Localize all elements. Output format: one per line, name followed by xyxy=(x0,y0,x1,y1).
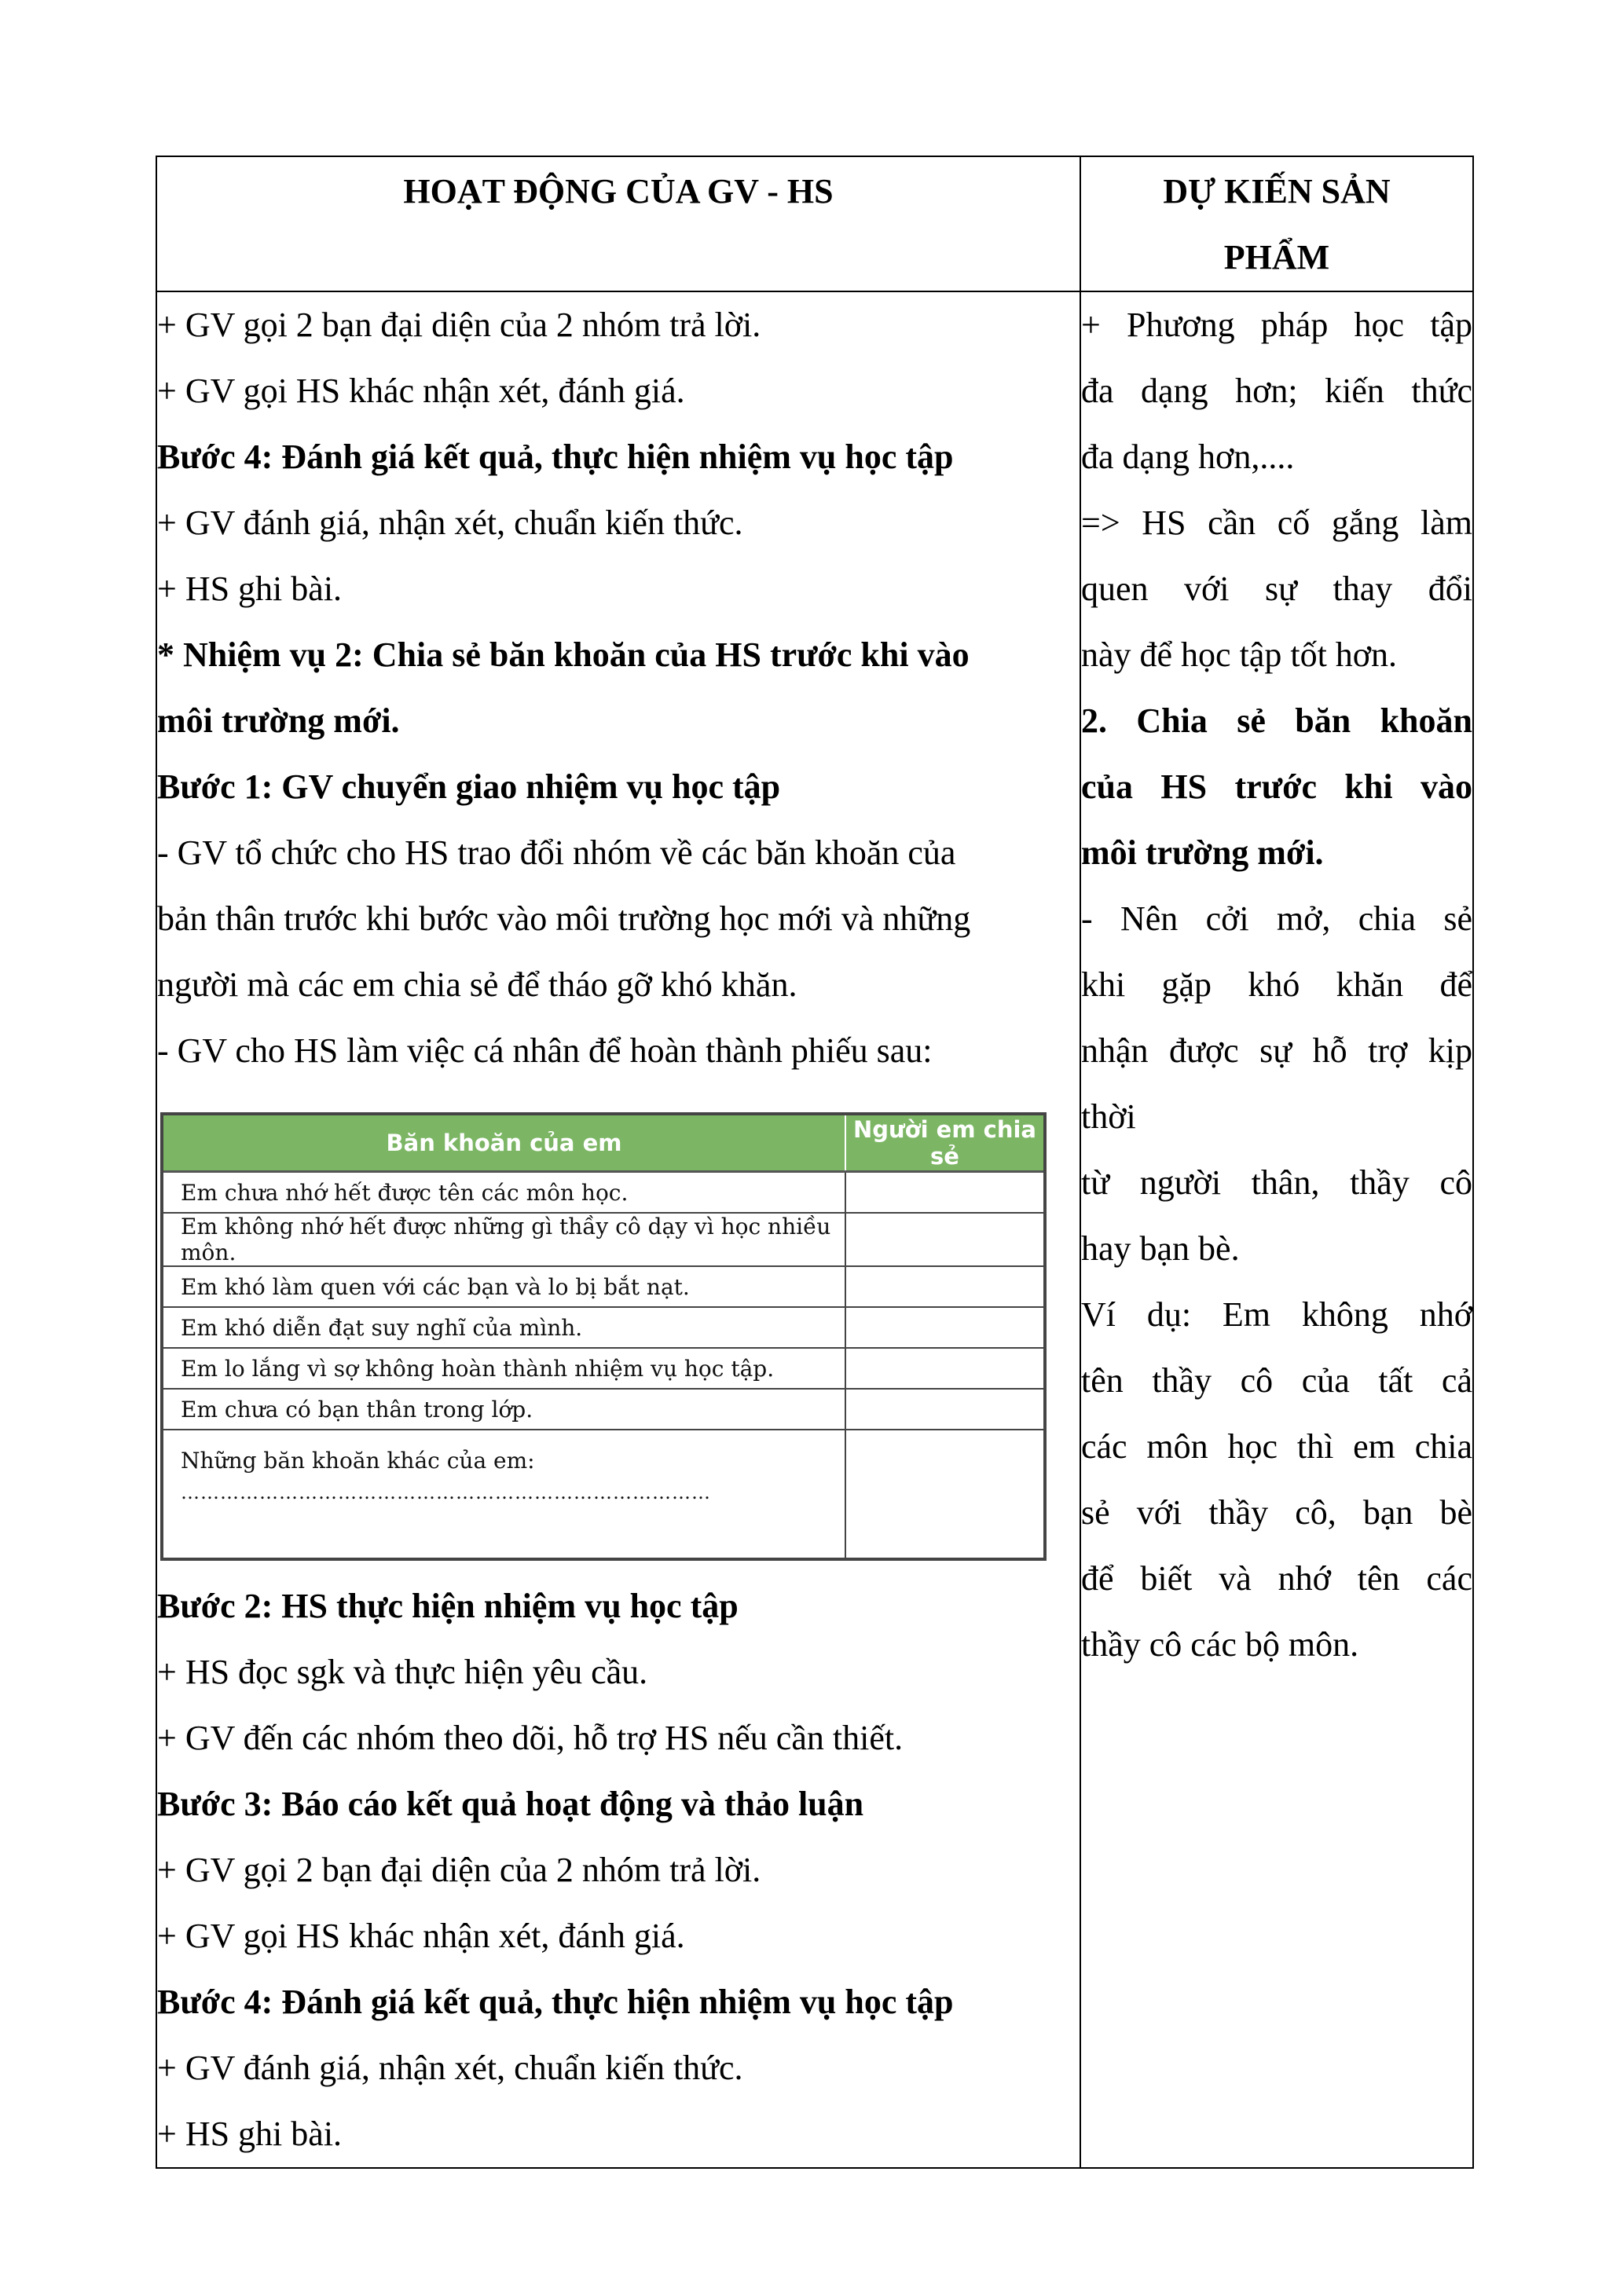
worksheet-person-cell[interactable] xyxy=(845,1266,1045,1307)
worksheet-other-label: Những băn khoăn khác của em: xyxy=(181,1448,535,1474)
activity-line: + HS đọc sgk và thực hiện yêu cầu. xyxy=(157,1653,648,1691)
worksheet-header-row xyxy=(162,1114,1045,1172)
worksheet-row-other xyxy=(162,1430,1045,1559)
product-line: quen với sự thay đổi xyxy=(1081,569,1472,608)
activity-line: + GV gọi HS khác nhận xét, đánh giá. xyxy=(157,372,685,410)
worksheet-person-cell[interactable] xyxy=(845,1307,1045,1348)
worksheet-other-cell xyxy=(162,1430,845,1559)
header-activities-label: HOẠT ĐỘNG CỦA GV - HS xyxy=(403,172,834,211)
activity-line: Bước 2: HS thực hiện nhiệm vụ học tập xyxy=(157,1587,739,1625)
lesson-plan-table xyxy=(156,156,1474,2169)
product-line: hay bạn bè. xyxy=(1081,1229,1240,1268)
activity-line: * Nhiệm vụ 2: Chia sẻ băn khoăn của HS trước khi vào xyxy=(157,635,970,674)
product-line: này để học tập tốt hơn. xyxy=(1081,635,1398,674)
activity-line: Bước 3: Báo cáo kết quả hoạt động và thảo luận xyxy=(157,1785,864,1823)
activity-line: + GV đánh giá, nhận xét, chuẩn kiến thức. xyxy=(157,504,743,542)
activity-line: người mà các em chia sẻ để tháo gỡ khó khăn. xyxy=(157,965,797,1004)
product-line: từ người thân, thầy cô xyxy=(1081,1163,1472,1202)
product-line: thầy cô các bộ môn. xyxy=(1081,1625,1359,1664)
product-line: đa dạng hơn,.... xyxy=(1081,438,1295,476)
product-line: khi gặp khó khăn để xyxy=(1081,965,1472,1004)
worksheet-row xyxy=(162,1348,1045,1389)
expected-product-cell xyxy=(1080,291,1473,2168)
worksheet-concern-cell: Em lo lắng vì sợ không hoàn thành nhiệm vụ học tập. xyxy=(162,1348,845,1389)
worksheet-row xyxy=(162,1266,1045,1307)
worksheet-concern-cell: Em khó làm quen với các bạn và lo bị bắt nạt. xyxy=(162,1266,845,1307)
table-content-row xyxy=(156,291,1473,2168)
header-expected-product xyxy=(1080,156,1473,291)
worksheet-table xyxy=(160,1112,1047,1561)
table-header-row xyxy=(156,156,1473,291)
product-line: 2. Chia sẻ băn khoăn xyxy=(1081,701,1472,740)
product-line: môi trường mới. xyxy=(1081,833,1324,872)
activity-line: + GV gọi 2 bạn đại diện của 2 nhóm trả lời. xyxy=(157,306,761,344)
product-line: để biết và nhớ tên các xyxy=(1081,1559,1472,1598)
activity-line: + GV gọi 2 bạn đại diện của 2 nhóm trả lời. xyxy=(157,1851,761,1889)
worksheet-row xyxy=(162,1307,1045,1348)
expected-product-text xyxy=(1081,292,1472,1678)
activity-line: + GV đánh giá, nhận xét, chuẩn kiến thức. xyxy=(157,2049,743,2087)
product-line: các môn học thì em chia xyxy=(1081,1427,1472,1466)
product-line: của HS trước khi vào xyxy=(1081,767,1472,806)
product-line: tên thầy cô của tất cả xyxy=(1081,1361,1472,1400)
product-line: nhận được sự hỗ trợ kịp xyxy=(1081,1031,1472,1070)
worksheet-other-dots: ……………………………………………………………………… xyxy=(181,1481,711,1503)
activity-line: Bước 1: GV chuyển giao nhiệm vụ học tập xyxy=(157,767,781,806)
activity-line: môi trường mới. xyxy=(157,701,400,740)
worksheet-concern-cell: Em chưa nhớ hết được tên các môn học. xyxy=(162,1172,845,1214)
product-line: + Phương pháp học tập xyxy=(1081,306,1472,344)
worksheet-row xyxy=(162,1213,1045,1266)
worksheet-concern-cell: Em khó diễn đạt suy nghĩ của mình. xyxy=(162,1307,845,1348)
activities-cell xyxy=(156,291,1080,2168)
worksheet-person-cell[interactable] xyxy=(845,1389,1045,1430)
worksheet-header-person: Người em chia sẻ xyxy=(845,1114,1045,1172)
worksheet-row xyxy=(162,1389,1045,1430)
worksheet-concern-cell: Em chưa có bạn thân trong lớp. xyxy=(162,1389,845,1430)
product-line: => HS cần cố gắng làm xyxy=(1081,504,1472,542)
activity-line: - GV tổ chức cho HS trao đổi nhóm về các băn khoăn của xyxy=(157,833,956,872)
activities-text-before xyxy=(157,292,1080,1084)
product-line: thời xyxy=(1081,1097,1136,1136)
activity-line: + GV đến các nhóm theo dõi, hỗ trợ HS nếu cần thiết. xyxy=(157,1719,904,1757)
product-line: đa dạng hơn; kiến thức xyxy=(1081,372,1472,410)
activity-line: bản thân trước khi bước vào môi trường học mới và những xyxy=(157,899,971,938)
worksheet-header-concern: Băn khoăn của em xyxy=(162,1114,845,1172)
worksheet-container xyxy=(157,1084,1080,1573)
header-product-line2: PHẨM xyxy=(1223,238,1330,276)
product-line: sẻ với thầy cô, bạn bè xyxy=(1081,1493,1472,1532)
activity-line: Bước 4: Đánh giá kết quả, thực hiện nhiệm vụ học tập xyxy=(157,438,954,476)
worksheet-person-cell[interactable] xyxy=(845,1348,1045,1389)
worksheet-person-cell[interactable] xyxy=(845,1172,1045,1214)
worksheet-row xyxy=(162,1172,1045,1214)
activities-text-after xyxy=(157,1573,1080,2167)
activity-line: + HS ghi bài. xyxy=(157,2115,343,2153)
header-activities xyxy=(156,156,1080,291)
activity-line: + HS ghi bài. xyxy=(157,569,343,608)
activity-line: + GV gọi HS khác nhận xét, đánh giá. xyxy=(157,1917,685,1955)
activity-line: Bước 4: Đánh giá kết quả, thực hiện nhiệm vụ học tập xyxy=(157,1983,954,2021)
worksheet-person-cell[interactable] xyxy=(845,1213,1045,1266)
worksheet-concern-cell: Em không nhớ hết được những gì thầy cô dạy vì học nhiều môn. xyxy=(162,1213,845,1266)
product-line: - Nên cởi mở, chia sẻ xyxy=(1081,899,1472,938)
activity-line: - GV cho HS làm việc cá nhân để hoàn thành phiếu sau: xyxy=(157,1031,933,1070)
worksheet-other-person-cell[interactable] xyxy=(845,1430,1045,1559)
product-line: Ví dụ: Em không nhớ xyxy=(1081,1295,1472,1334)
header-product-line1: DỰ KIẾN SẢN xyxy=(1163,172,1391,211)
